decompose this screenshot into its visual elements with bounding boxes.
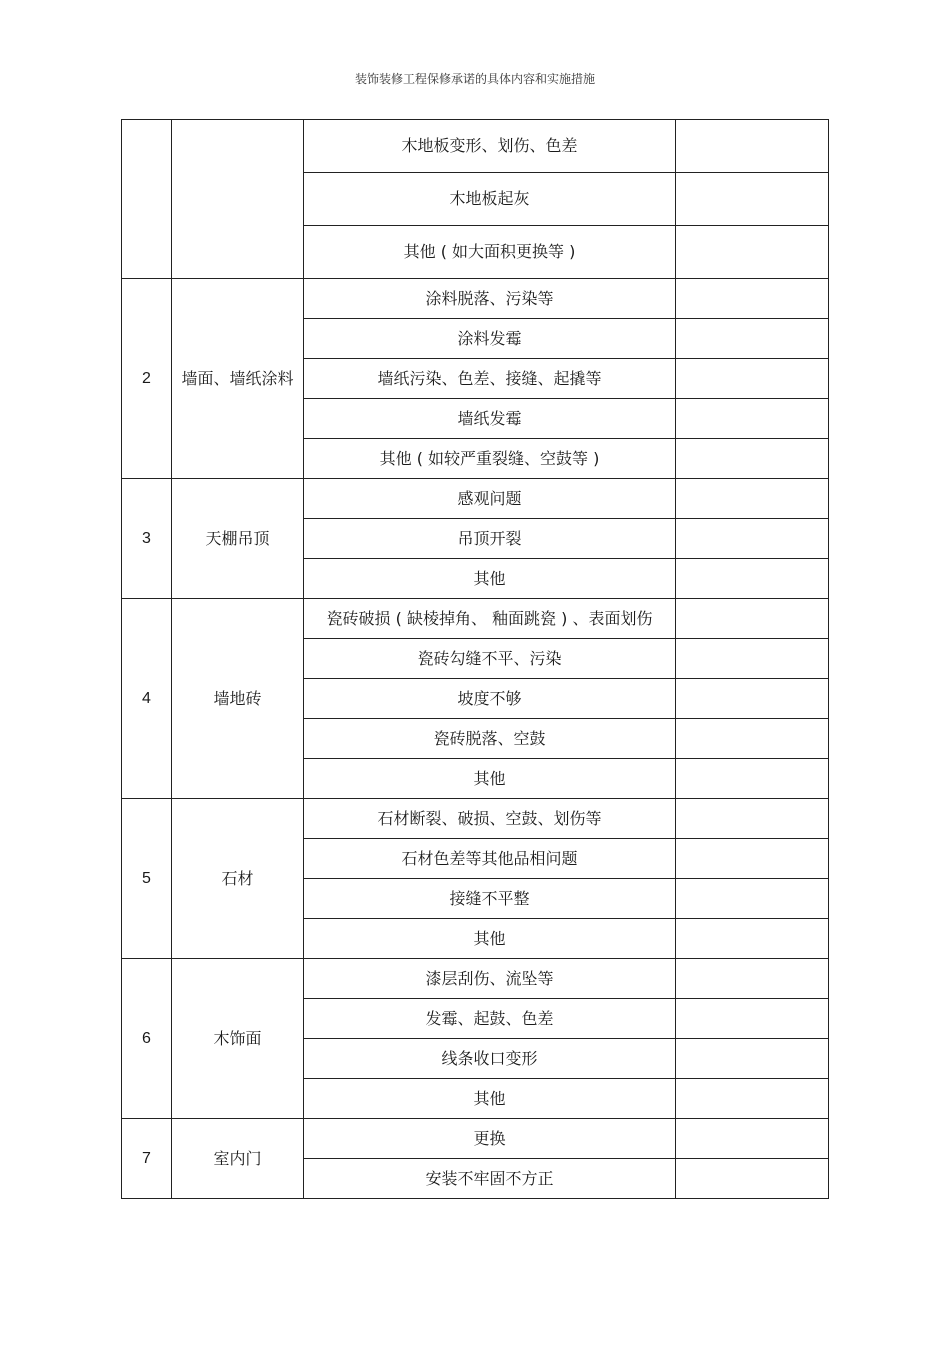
- blank-cell: [676, 120, 829, 173]
- blank-cell: [676, 173, 829, 226]
- item-cell: 漆层刮伤、流坠等: [304, 959, 676, 999]
- item-cell: 木地板起灰: [304, 173, 676, 226]
- item-cell: 其他: [304, 759, 676, 799]
- item-cell: 吊顶开裂: [304, 519, 676, 559]
- item-cell: 涂料脱落、污染等: [304, 279, 676, 319]
- item-cell: 其他: [304, 1079, 676, 1119]
- blank-cell: [676, 479, 829, 519]
- item-cell: 更换: [304, 1119, 676, 1159]
- category-cell: 木饰面: [172, 959, 304, 1119]
- item-cell: 石材断裂、破损、空鼓、划伤等: [304, 799, 676, 839]
- table-row: [122, 120, 829, 173]
- item-cell: 感观问题: [304, 479, 676, 519]
- table-row: [122, 279, 829, 319]
- table-row: [122, 1119, 829, 1159]
- blank-cell: [676, 879, 829, 919]
- category-cell: 石材: [172, 799, 304, 959]
- item-cell: 墙纸污染、色差、接缝、起撬等: [304, 359, 676, 399]
- item-cell: 瓷砖勾缝不平、污染: [304, 639, 676, 679]
- table-row: [122, 959, 829, 999]
- blank-cell: [676, 559, 829, 599]
- category-cell: 墙地砖: [172, 599, 304, 799]
- blank-cell: [676, 279, 829, 319]
- warranty-table: [121, 119, 829, 1199]
- blank-cell: [676, 359, 829, 399]
- row-number: 4: [122, 599, 172, 799]
- table-row: [122, 479, 829, 519]
- row-number: [122, 120, 172, 279]
- item-cell: 线条收口变形: [304, 1039, 676, 1079]
- item-cell: 坡度不够: [304, 679, 676, 719]
- blank-cell: [676, 399, 829, 439]
- item-cell: 发霉、起鼓、色差: [304, 999, 676, 1039]
- item-cell: 安装不牢固不方正: [304, 1159, 676, 1199]
- row-number: 7: [122, 1119, 172, 1199]
- page-header: 装饰装修工程保修承诺的具体内容和实施措施: [354, 72, 595, 86]
- blank-cell: [676, 919, 829, 959]
- item-cell: 涂料发霉: [304, 319, 676, 359]
- item-cell: 墙纸发霉: [304, 399, 676, 439]
- category-cell: 墙面、墙纸涂料: [172, 279, 304, 479]
- blank-cell: [676, 319, 829, 359]
- item-cell: 石材色差等其他品相问题: [304, 839, 676, 879]
- blank-cell: [676, 639, 829, 679]
- row-number: 5: [122, 799, 172, 959]
- blank-cell: [676, 999, 829, 1039]
- blank-cell: [676, 1159, 829, 1199]
- row-number: 3: [122, 479, 172, 599]
- blank-cell: [676, 719, 829, 759]
- blank-cell: [676, 959, 829, 999]
- item-cell: 其他 ( 如大面积更换等 ): [304, 226, 676, 279]
- blank-cell: [676, 1079, 829, 1119]
- item-cell: 其他 ( 如较严重裂缝、空鼓等 ): [304, 439, 676, 479]
- blank-cell: [676, 1039, 829, 1079]
- row-number: 6: [122, 959, 172, 1119]
- blank-cell: [676, 1119, 829, 1159]
- blank-cell: [676, 226, 829, 279]
- table-row: [122, 799, 829, 839]
- blank-cell: [676, 799, 829, 839]
- blank-cell: [676, 439, 829, 479]
- table-row: [122, 599, 829, 639]
- blank-cell: [676, 599, 829, 639]
- item-cell: 其他: [304, 919, 676, 959]
- blank-cell: [676, 679, 829, 719]
- category-cell: 天棚吊顶: [172, 479, 304, 599]
- blank-cell: [676, 519, 829, 559]
- item-cell: 瓷砖脱落、空鼓: [304, 719, 676, 759]
- item-cell: 其他: [304, 559, 676, 599]
- blank-cell: [676, 759, 829, 799]
- item-cell: 接缝不平整: [304, 879, 676, 919]
- item-cell: 瓷砖破损 ( 缺棱掉角、 釉面跳瓷 ) 、表面划伤: [304, 599, 676, 639]
- item-cell: 木地板变形、划伤、色差: [304, 120, 676, 173]
- category-cell: 室内门: [172, 1119, 304, 1199]
- category-cell: [172, 120, 304, 279]
- row-number: 2: [122, 279, 172, 479]
- blank-cell: [676, 839, 829, 879]
